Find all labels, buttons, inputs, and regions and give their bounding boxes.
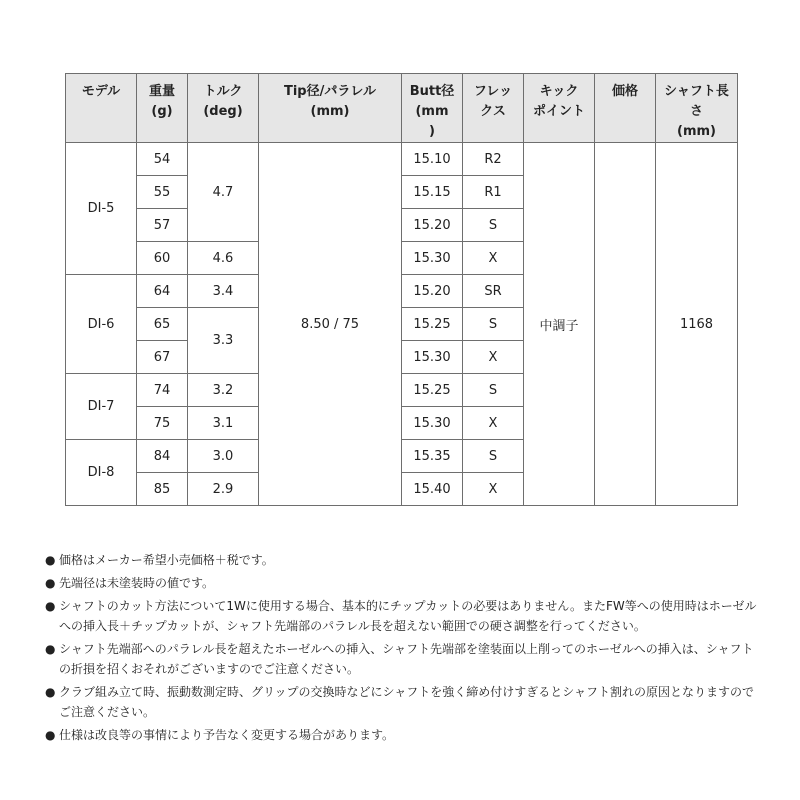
butt-cell: 15.20 — [402, 275, 463, 308]
butt-cell: 15.25 — [402, 308, 463, 341]
header-row — [66, 74, 738, 143]
flex-cell: R1 — [463, 176, 524, 209]
flex-cell: S — [463, 308, 524, 341]
weight-cell: 85 — [137, 473, 188, 506]
torque-cell: 3.3 — [188, 308, 259, 374]
flex-cell: X — [463, 341, 524, 374]
note-text: 仕様は改良等の事情により予告なく変更する場合があります。 — [59, 728, 395, 742]
butt-cell: 15.35 — [402, 440, 463, 473]
flex-cell: X — [463, 242, 524, 275]
butt-cell: 15.15 — [402, 176, 463, 209]
flex-cell: S — [463, 440, 524, 473]
torque-cell: 4.7 — [188, 143, 259, 242]
weight-cell: 67 — [137, 341, 188, 374]
header-kick-point: キック ポイント — [524, 74, 595, 143]
butt-cell: 15.10 — [402, 143, 463, 176]
note-text: シャフトのカット方法について1Wに使用する場合、基本的にチップカットの必要はありません。またFW等への使用時はホーゼルへの挿入長＋チップカットが、シャフト先端部のパラレル長を超えない範囲での硬さ調整を行ってください。 — [59, 599, 757, 633]
note-item — [43, 639, 763, 679]
weight-cell: 84 — [137, 440, 188, 473]
note-item — [43, 573, 763, 593]
note-item — [43, 682, 763, 722]
bullet-icon: ● — [45, 728, 56, 742]
note-text: 先端径は未塗装時の値です。 — [59, 576, 215, 590]
notes-list — [43, 550, 763, 748]
torque-cell: 3.4 — [188, 275, 259, 308]
butt-cell: 15.40 — [402, 473, 463, 506]
flex-cell: X — [463, 473, 524, 506]
note-text: クラブ組み立て時、振動数測定時、グリップの交換時などにシャフトを強く締め付けすぎるとシャフト割れの原因となりますのでご注意ください。 — [59, 685, 755, 719]
flex-cell: S — [463, 374, 524, 407]
bullet-icon: ● — [45, 553, 56, 567]
header-price: 価格 — [595, 74, 656, 143]
header-butt: Butt径 (mm ) — [402, 74, 463, 143]
bullet-icon: ● — [45, 576, 56, 590]
weight-cell: 57 — [137, 209, 188, 242]
butt-cell: 15.30 — [402, 407, 463, 440]
header-flex: フレッ クス — [463, 74, 524, 143]
torque-cell: 3.1 — [188, 407, 259, 440]
butt-cell: 15.20 — [402, 209, 463, 242]
model-cell: DI-8 — [66, 440, 137, 506]
torque-cell: 2.9 — [188, 473, 259, 506]
price-cell — [595, 143, 656, 506]
weight-cell: 55 — [137, 176, 188, 209]
kick-point-cell: 中調子 — [524, 143, 595, 506]
butt-cell: 15.30 — [402, 242, 463, 275]
note-item — [43, 725, 763, 745]
weight-cell: 60 — [137, 242, 188, 275]
note-item — [43, 550, 763, 570]
weight-cell: 65 — [137, 308, 188, 341]
flex-cell: SR — [463, 275, 524, 308]
flex-cell: S — [463, 209, 524, 242]
torque-cell: 3.2 — [188, 374, 259, 407]
flex-cell: R2 — [463, 143, 524, 176]
bullet-icon: ● — [45, 599, 56, 613]
weight-cell: 75 — [137, 407, 188, 440]
shaft-length-cell: 1168 — [656, 143, 738, 506]
header-weight: 重量 (g) — [137, 74, 188, 143]
butt-cell: 15.30 — [402, 341, 463, 374]
table-body — [66, 143, 738, 506]
table-row — [66, 143, 738, 176]
tip-parallel-cell: 8.50 / 75 — [259, 143, 402, 506]
header-shaft-length: シャフト長 さ (mm) — [656, 74, 738, 143]
torque-cell: 3.0 — [188, 440, 259, 473]
note-item — [43, 596, 763, 636]
header-torque: トルク (deg) — [188, 74, 259, 143]
flex-cell: X — [463, 407, 524, 440]
spec-table — [65, 73, 738, 506]
weight-cell: 54 — [137, 143, 188, 176]
model-cell: DI-6 — [66, 275, 137, 374]
bullet-icon: ● — [45, 642, 56, 656]
butt-cell: 15.25 — [402, 374, 463, 407]
weight-cell: 74 — [137, 374, 188, 407]
model-cell: DI-7 — [66, 374, 137, 440]
bullet-icon: ● — [45, 685, 56, 699]
header-model: モデル — [66, 74, 137, 143]
model-cell: DI-5 — [66, 143, 137, 275]
note-text: シャフト先端部へのパラレル長を超えたホーゼルへの挿入、シャフト先端部を塗装面以上削ってのホーゼルへの挿入は、シャフトの折損を招くおそれがございますのでご注意ください。 — [59, 642, 754, 676]
weight-cell: 64 — [137, 275, 188, 308]
note-text: 価格はメーカー希望小売価格＋税です。 — [59, 553, 274, 567]
torque-cell: 4.6 — [188, 242, 259, 275]
header-tip-parallel: Tip径/パラレル (mm) — [259, 74, 402, 143]
